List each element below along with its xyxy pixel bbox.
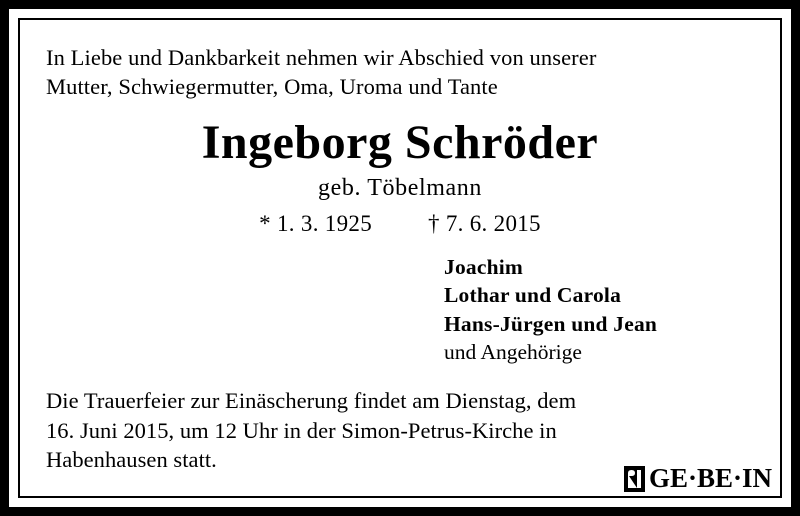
birth-date: * 1. 3. 1925 <box>259 210 372 236</box>
name-block <box>46 115 754 237</box>
ceremony-line-2: 16. Juni 2015, um 12 Uhr in der Simon-Petrus-Kirche in <box>46 417 557 443</box>
survivor-line: Hans-Jürgen und Jean <box>444 311 658 336</box>
ceremony-text <box>46 386 754 474</box>
survivor-line: Joachim <box>444 254 524 279</box>
maiden-name: geb. Töbelmann <box>318 174 482 201</box>
death-date: † 7. 6. 2015 <box>428 210 541 236</box>
intro-text <box>46 44 754 102</box>
survivor-line: Lothar und Carola <box>444 283 622 308</box>
intro-line-1: In Liebe und Dankbarkeit nehmen wir Abschied von unserer <box>46 45 597 70</box>
survivors-list <box>46 253 754 367</box>
publisher-name: GE·BE·IN <box>648 463 772 493</box>
ceremony-line-1: Die Trauerfeier zur Einäscherung findet am Dienstag, dem <box>46 388 577 414</box>
survivor-line: und Angehörige <box>444 339 582 364</box>
ceremony-line-3: Habenhausen statt. <box>46 446 217 472</box>
notice-content <box>20 20 780 496</box>
life-dates <box>46 211 754 237</box>
gebein-mark-icon <box>624 466 645 492</box>
inner-border-frame <box>18 18 782 498</box>
intro-line-2: Mutter, Schwiegermutter, Oma, Uroma und Tante <box>46 73 498 99</box>
deceased-name: Ingeborg Schröder <box>201 115 599 169</box>
publisher-logo <box>624 465 772 492</box>
